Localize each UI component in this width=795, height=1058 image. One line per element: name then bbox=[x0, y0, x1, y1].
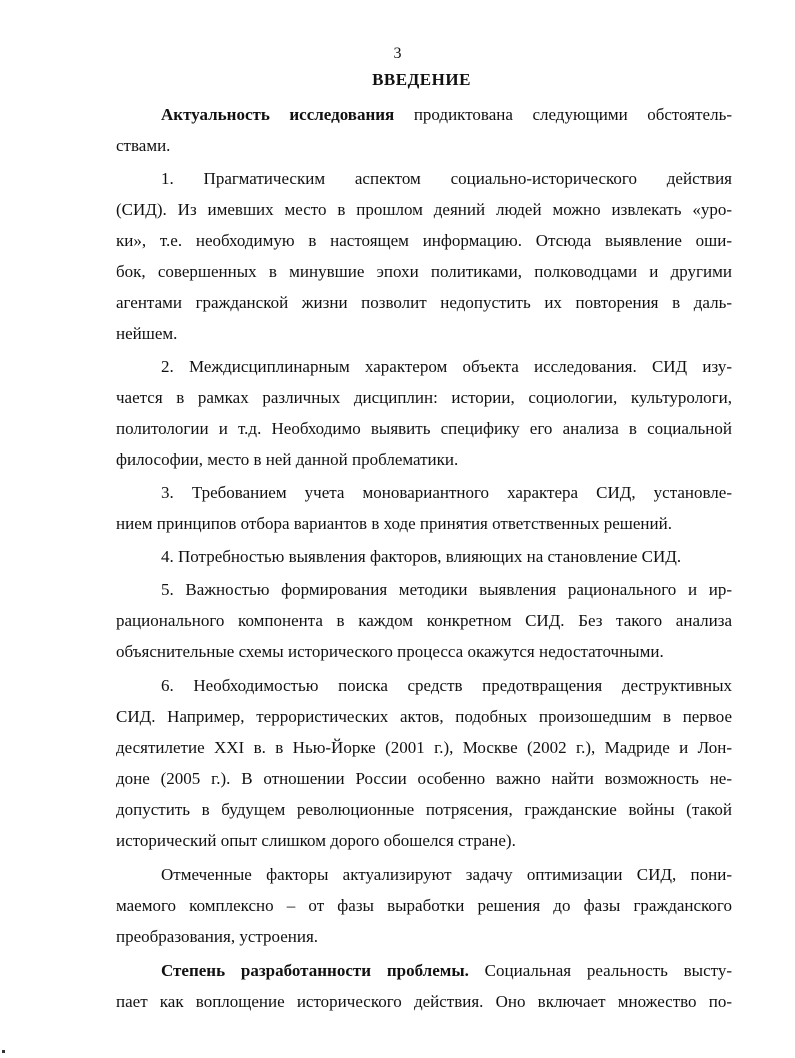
text-line: 3. Требованием учета моновариантного характера СИД, установле- bbox=[161, 483, 732, 502]
text-line: 2. Междисциплинарным характером объекта исследования. СИД изу- bbox=[161, 357, 732, 376]
text-line: нейшем. bbox=[116, 324, 178, 343]
scan-mark bbox=[2, 1050, 5, 1053]
text-line: ствами. bbox=[116, 136, 171, 155]
bold-lead: Актуальность исследования bbox=[161, 105, 395, 124]
section-heading: ВВЕДЕНИЕ bbox=[372, 70, 471, 89]
text-line: преобразования, устроения. bbox=[116, 927, 319, 946]
text-line: чается в рамках различных дисциплин: истории, социологии, культурологи, bbox=[116, 388, 732, 407]
body-text bbox=[116, 99, 732, 1017]
paragraph-item-6 bbox=[116, 670, 732, 856]
text-line: допустить в будущем революционные потрясения, гражданские войны (такой bbox=[116, 800, 732, 819]
paragraph-item-5 bbox=[116, 574, 732, 667]
text-line: маемого комплексно – от фазы выработки решения до фазы гражданского bbox=[116, 896, 732, 915]
page-number: 3 bbox=[393, 45, 402, 62]
text-line: 4. Потребностью выявления факторов, влияющих на становление СИД. bbox=[161, 547, 682, 566]
text-line: ки», т.е. необходимую в настоящем информацию. Отсюда выявление оши- bbox=[116, 231, 732, 250]
paragraph-conclusion bbox=[116, 859, 732, 952]
text-line: нием принципов отбора вариантов в ходе принятия ответственных решений. bbox=[116, 514, 672, 533]
text-line bbox=[116, 955, 732, 986]
bold-lead: Степень разработанности проблемы. bbox=[161, 961, 469, 980]
text-line: (СИД). Из имевших место в прошлом деяний людей можно извлекать «уро- bbox=[116, 200, 732, 219]
text-line: СИД. Например, террористических актов, подобных произошедшим в первое bbox=[116, 707, 732, 726]
text-line: доне (2005 г.). В отношении России особенно важно найти возможность не- bbox=[116, 769, 732, 788]
paragraph-relevance bbox=[116, 99, 732, 161]
text-line: бок, совершенных в минувшие эпохи политиками, полководцами и другими bbox=[116, 262, 732, 281]
text-line: 6. Необходимостью поиска средств предотвращения деструктивных bbox=[161, 676, 732, 695]
paragraph-item-1 bbox=[116, 163, 732, 349]
text-line: рационального компонента в каждом конкретном СИД. Без такого анализа bbox=[116, 611, 732, 630]
text-line: исторический опыт слишком дорого обошелся стране). bbox=[116, 831, 516, 850]
text-span: продиктована следующими обстоятель- bbox=[413, 105, 732, 124]
text-line: агентами гражданской жизни позволит недопустить их повторения в даль- bbox=[116, 293, 732, 312]
paragraph-item-2 bbox=[116, 351, 732, 475]
text-span: Социальная реальность высту- bbox=[484, 961, 732, 980]
text-line: 1. Прагматическим аспектом социально-исторического действия bbox=[161, 169, 732, 188]
text-line: пает как воплощение исторического действия. Оно включает множество по- bbox=[116, 992, 732, 1011]
text-line: объяснительные схемы исторического процесса окажутся недостаточными. bbox=[116, 642, 664, 661]
text-line: Отмеченные факторы актуализируют задачу оптимизации СИД, пони- bbox=[161, 865, 732, 884]
text-line: 5. Важностью формирования методики выявления рационального и ир- bbox=[161, 580, 732, 599]
text-line: десятилетие XXI в. в Нью-Йорке (2001 г.), Москве (2002 г.), Мадриде и Лон- bbox=[116, 738, 732, 757]
text-line: философии, место в ней данной проблематики. bbox=[116, 450, 459, 469]
paragraph-item-4 bbox=[116, 541, 732, 572]
paragraph-degree-of-development bbox=[116, 955, 732, 1017]
text-line bbox=[116, 99, 732, 130]
text-line: политологии и т.д. Необходимо выявить специфику его анализа в социальной bbox=[116, 419, 732, 438]
paragraph-item-3 bbox=[116, 477, 732, 539]
